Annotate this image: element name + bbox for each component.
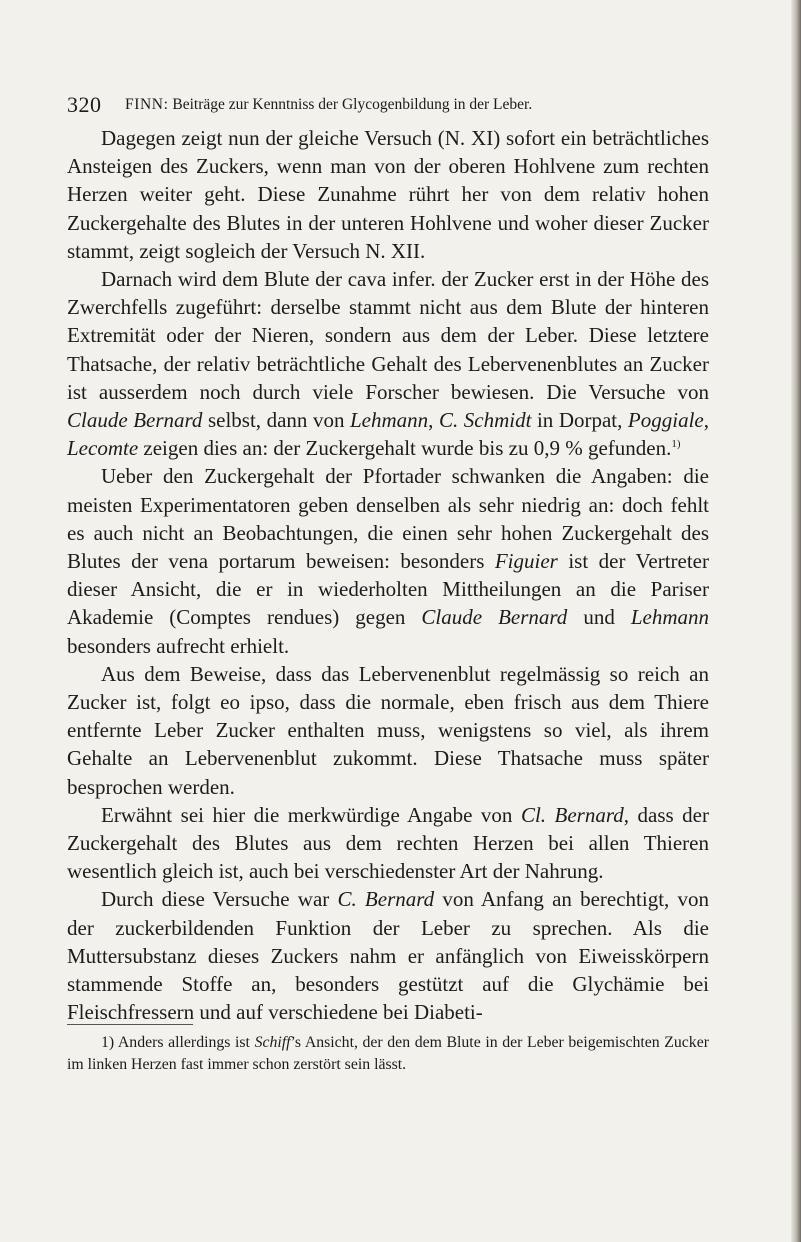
footnote bbox=[67, 1032, 709, 1076]
footnote-text bbox=[67, 1032, 709, 1076]
text-run: ist der Vertreter dieser Ansicht, die er in wiederholten Mittheilungen an die Pariser Akademie (Comptes rendues) gegen bbox=[67, 549, 709, 630]
footnote-reference[interactable]: 1) bbox=[671, 438, 681, 451]
text-run: , dass der Zuckergehalt des Blutes aus dem rechten Herzen bei allen Thieren wesentlich gleich ist, auch bei verschiedenster Art der Nahrung. bbox=[67, 802, 709, 884]
text-run: Darnach wird dem Blute der cava infer. der Zucker erst in der Höhe des Zwerchfells zugeführt: derselbe stammt nicht aus dem Blute der hinteren Extremität oder der Nieren, sondern aus dem der Leber. Diese letztere Thatsache, der relativ beträchtliche Gehalt des Lebervenenblutes an Zucker ist ausserdem noch durch viele Forscher bewiesen. Die Versuche von bbox=[67, 267, 709, 404]
paragraph-2 bbox=[67, 265, 709, 462]
paragraph-1: Dagegen zeigt nun der gleiche Versuch (N. XI) sofort ein beträchtliches Ansteigen des Zuckers, wenn man von der oberen Hohlvene zum rechten Herzen weiter geht. Diese Zunahme rührt her von dem relativ hohen Zuckergehalte des Blutes in der unteren Hohlvene und woher dieser Zucker stammt, zeigt sogleich der Versuch N. XII. bbox=[67, 126, 709, 263]
body-text bbox=[67, 124, 709, 1027]
name-lehmann: Lehmann bbox=[630, 605, 709, 630]
name-c-bernard: C. Bernard bbox=[337, 887, 435, 912]
paragraph-5 bbox=[67, 801, 709, 886]
text-run: und bbox=[567, 605, 631, 630]
name-lehmann: Lehmann bbox=[349, 408, 429, 433]
text-run: von Anfang an berechtigt, von der zuckerbildenden Funktion der Leber zu sprechen. Als die Muttersubstanz dieses Zuckers nahm er anfänglich von Eiweisskörpern stammende Stoffe an, besonders gestützt auf die Glychämie bei Fleischfressern und auf verschiedene bei Diabeti- bbox=[67, 887, 709, 1025]
footnote-divider bbox=[67, 1024, 193, 1025]
text-run: , bbox=[428, 408, 439, 433]
text-run: Ueber den Zuckergehalt der Pfortader schwanken die Angaben: die meisten Experimentatoren geben denselben als sehr niedrig an: doch fehlt es auch nicht an Beobachtungen, die einen sehr hohen Zuckergehalt des Blutes der vena portarum beweisen: besonders bbox=[67, 464, 709, 574]
page-edge-shadow bbox=[791, 0, 801, 1242]
text-run: Anders allerdings ist bbox=[114, 1034, 255, 1051]
running-title-author: FINN: bbox=[125, 96, 169, 113]
text-run: , bbox=[703, 408, 709, 433]
name-claude-bernard: Claude Bernard bbox=[67, 408, 203, 433]
paragraph-6 bbox=[67, 885, 709, 1026]
text-run: ’s Ansicht, der den dem Blute in der Leber beigemischten Zucker im linken Herzen fast immer schon zerstört sein lässt. bbox=[67, 1034, 709, 1073]
text-run: selbst, dann von bbox=[202, 408, 350, 433]
text-run: besonders aufrecht erhielt. bbox=[67, 633, 290, 658]
page-number: 320 bbox=[67, 92, 102, 117]
name-lecomte: Lecomte bbox=[67, 436, 139, 461]
running-header bbox=[67, 92, 707, 118]
running-title-text: Beiträge zur Kenntniss der Glycogenbildung in der Leber. bbox=[172, 96, 533, 113]
name-poggiale: Poggiale bbox=[627, 408, 704, 433]
running-title bbox=[125, 96, 532, 114]
name-claude-bernard: Claude Bernard bbox=[421, 605, 568, 630]
paragraph-3 bbox=[67, 462, 709, 659]
name-figuier: Figuier bbox=[494, 549, 558, 574]
footnote-marker: 1) bbox=[101, 1034, 115, 1051]
text-run: Durch diese Versuche war bbox=[101, 887, 338, 912]
text-run: in Dorpat, bbox=[531, 408, 628, 433]
name-c-schmidt: C. Schmidt bbox=[438, 408, 532, 433]
name-schiff: Schiff bbox=[254, 1034, 291, 1051]
name-cl-bernard: Cl. Bernard bbox=[520, 802, 624, 827]
text-run: zeigen dies an: der Zuckergehalt wurde bis zu 0,9 % gefunden. bbox=[138, 436, 672, 461]
text-run: Erwähnt sei hier die merkwürdige Angabe von bbox=[101, 802, 521, 827]
paragraph-4: Aus dem Beweise, dass das Lebervenenblut regelmässig so reich an Zucker ist, folgt eo ipso, dass die normale, eben frisch aus dem Thiere entfernte Leber Zucker enthalten muss, wenigstens so viel, als ihrem Gehalte an Lebervenenblut zukommt. Diese Thatsache muss später besprochen werden. bbox=[67, 661, 709, 799]
